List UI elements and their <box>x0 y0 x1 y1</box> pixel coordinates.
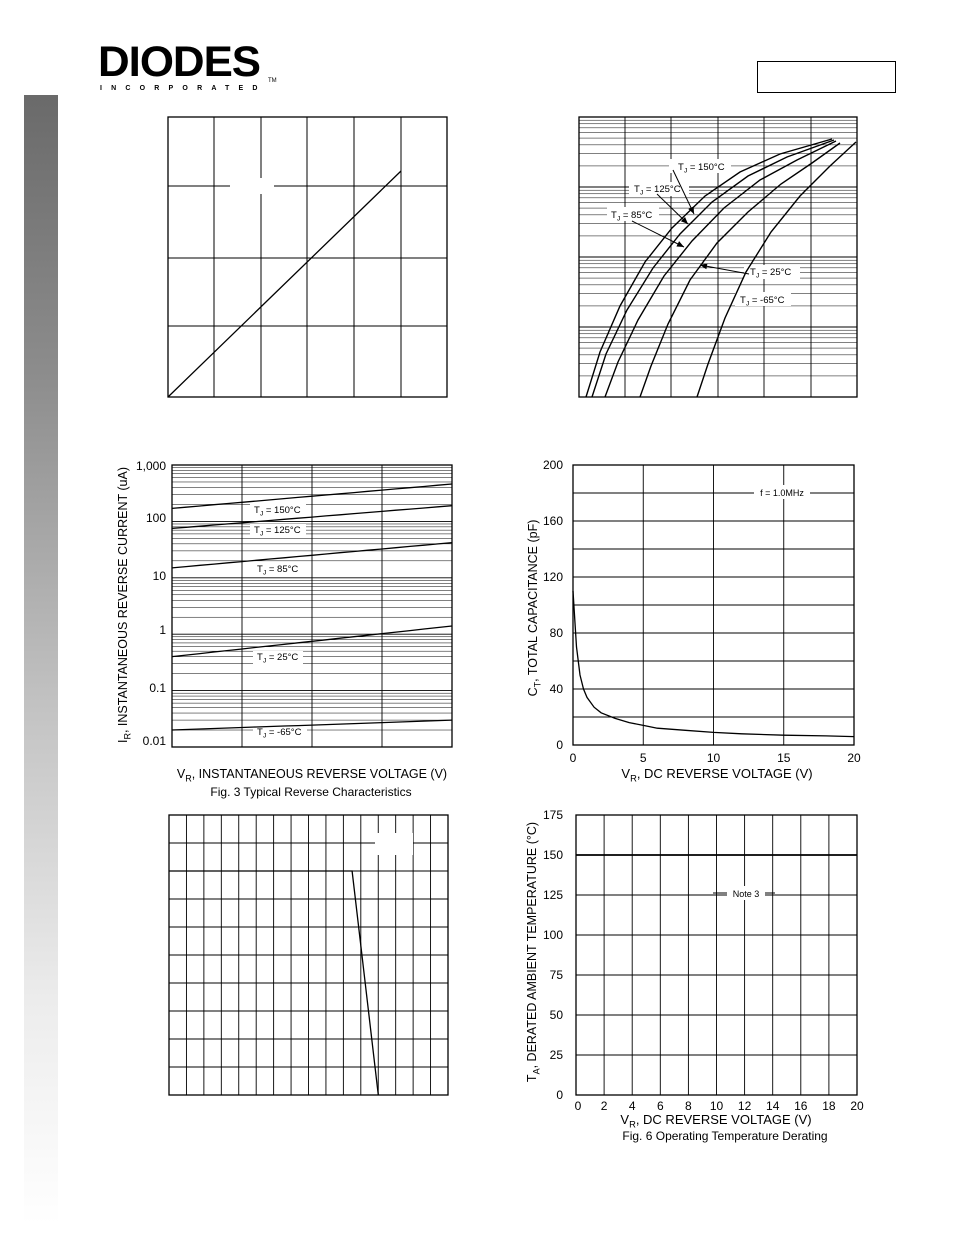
y-axis-label <box>526 520 543 697</box>
label-tj-125-sub: J <box>259 530 264 538</box>
y-axis-label <box>116 467 133 743</box>
label-tj-25-main: T <box>750 267 756 278</box>
y-axis-label-main: C <box>526 687 540 697</box>
x-tick-label: 14 <box>766 1099 780 1113</box>
y-tick-label: 200 <box>542 458 563 472</box>
y-axis-label-sub: T <box>532 681 543 688</box>
y-tick-label: 125 <box>542 888 563 902</box>
y-tick-label: 100 <box>145 511 166 525</box>
x-axis-label-sub: R <box>629 1119 636 1130</box>
x-tick-label: 12 <box>737 1099 752 1113</box>
chart-2 <box>579 117 857 397</box>
chart-6-temperature-derating <box>525 808 864 1143</box>
y-axis-label-sub: R <box>122 733 133 740</box>
x-tick-label: 0 <box>574 1099 582 1113</box>
x-axis-label <box>620 1112 811 1130</box>
x-tick-label: 4 <box>628 1099 636 1113</box>
x-axis-label-sub: R <box>630 773 637 784</box>
x-axis-label-rest: , DC REVERSE VOLTAGE (V) <box>636 766 813 781</box>
y-tick-label: 80 <box>549 626 563 640</box>
label-tj-25-sub: J <box>755 272 760 280</box>
y-axis-label-rest: , DERATED AMBIENT TEMPERATURE (°C) <box>525 821 539 1069</box>
label-tj-150-sub: J <box>259 510 264 518</box>
x-axis-label <box>621 766 812 784</box>
y-tick-label: 1 <box>159 623 166 637</box>
x-tick-label: 10 <box>706 751 721 765</box>
y-tick-label: 75 <box>549 968 563 982</box>
figure-caption: Fig. 6 Operating Temperature Derating <box>622 1129 828 1143</box>
label-tj-85-rest: = 85°C <box>620 210 653 221</box>
label-tj-125-sub: J <box>639 189 644 197</box>
x-tick-label: 8 <box>685 1099 692 1113</box>
y-tick-label: 1,000 <box>135 459 166 473</box>
y-tick-label: 100 <box>542 928 563 942</box>
label-tj-125-main: T <box>634 184 640 195</box>
series-line <box>168 171 401 397</box>
label-tj-125-main: T <box>254 525 260 536</box>
y-axis-label-rest: , INSTANTANEOUS REVERSE CURRENT (uA) <box>116 467 130 734</box>
logo-wordmark: DIODES <box>98 38 261 86</box>
label-tj-85-main: T <box>611 210 617 221</box>
y-axis-label <box>525 822 542 1082</box>
label-tj-85-main: T <box>257 564 263 575</box>
label-tj-85-sub: J <box>262 569 267 577</box>
label-tj-150-sub: J <box>683 167 688 175</box>
y-tick-label: 50 <box>549 1008 563 1022</box>
figure-caption: Fig. 3 Typical Reverse Characteristics <box>210 785 412 799</box>
label-tj-25-main: T <box>257 652 263 663</box>
x-tick-label: 15 <box>777 751 791 765</box>
label-tj-m65-main: T <box>257 727 263 738</box>
x-axis-label-sub: R <box>185 773 192 784</box>
y-tick-label: 0.01 <box>142 734 166 748</box>
label-tj-25-rest: = 25°C <box>759 267 792 278</box>
label-tj-125-rest: = 125°C <box>263 525 301 536</box>
label-tj-125-rest: = 125°C <box>643 184 681 195</box>
y-axis-label-sub: A <box>531 1068 542 1075</box>
x-axis-label-main: V <box>620 1112 630 1127</box>
label-tj-150-main: T <box>254 505 260 516</box>
chart-1 <box>168 117 447 397</box>
y-axis-label-main: T <box>525 1074 539 1083</box>
y-tick-label: 160 <box>542 514 563 528</box>
y-tick-label: 40 <box>549 682 563 696</box>
x-axis-label <box>177 767 447 784</box>
x-tick-label: 0 <box>569 751 577 765</box>
x-tick-label: 2 <box>600 1099 608 1113</box>
label-tj-25-sub: J <box>262 657 267 665</box>
label-tj-m65-sub: J <box>262 732 267 740</box>
label-background <box>375 833 413 855</box>
x-tick-label: 20 <box>850 1099 864 1113</box>
y-tick-label: 175 <box>542 808 563 822</box>
chart-5 <box>169 815 448 1095</box>
x-tick-label: 10 <box>709 1099 724 1113</box>
chart-3-reverse-characteristics <box>116 459 452 799</box>
logo-subtitle: INCORPORATED <box>100 85 267 92</box>
x-axis-label-rest: , DC REVERSE VOLTAGE (V) <box>635 1112 812 1127</box>
label-tj-m65-rest: = -65°C <box>749 295 785 306</box>
y-tick-label: 10 <box>152 569 166 583</box>
y-tick-label: 0.1 <box>149 681 166 695</box>
label-tj-85-rest: = 85°C <box>266 564 299 575</box>
x-tick-label: 16 <box>794 1099 808 1113</box>
annotation-note: Note 3 <box>732 889 760 899</box>
x-axis-label-main: V <box>621 766 631 781</box>
x-axis-label-main: V <box>176 767 186 781</box>
x-tick-label: 18 <box>822 1099 836 1113</box>
x-tick-label: 5 <box>639 751 647 765</box>
annotation-frequency: f = 1.0MHz <box>760 488 804 498</box>
y-tick-label: 0 <box>556 1088 563 1102</box>
label-tj-85-sub: J <box>616 215 621 223</box>
x-axis-label-rest: , INSTANTANEOUS REVERSE VOLTAGE (V) <box>191 767 448 781</box>
label-tj-m65-rest: = -65°C <box>266 727 302 738</box>
y-tick-label: 120 <box>542 570 563 584</box>
x-tick-label: 20 <box>847 751 861 765</box>
label-tj-150-rest: = 150°C <box>263 505 301 516</box>
y-tick-label: 25 <box>549 1048 563 1062</box>
label-background <box>230 178 274 194</box>
label-tj-m65-main: T <box>740 295 746 306</box>
logo-trademark: TM <box>268 78 277 84</box>
y-axis-label-rest: , TOTAL CAPACITANCE (pF) <box>526 519 540 682</box>
label-tj-m65-sub: J <box>745 300 750 308</box>
label-tj-150-main: T <box>678 162 684 173</box>
y-axis-label-main: I <box>116 739 130 743</box>
x-tick-label: 6 <box>656 1099 664 1113</box>
y-tick-label: 150 <box>542 848 563 862</box>
label-tj-150-rest: = 150°C <box>687 162 725 173</box>
label-tj-25-rest: = 25°C <box>266 652 299 663</box>
y-tick-label: 0 <box>556 738 563 752</box>
chart-4-total-capacitance <box>526 458 861 784</box>
